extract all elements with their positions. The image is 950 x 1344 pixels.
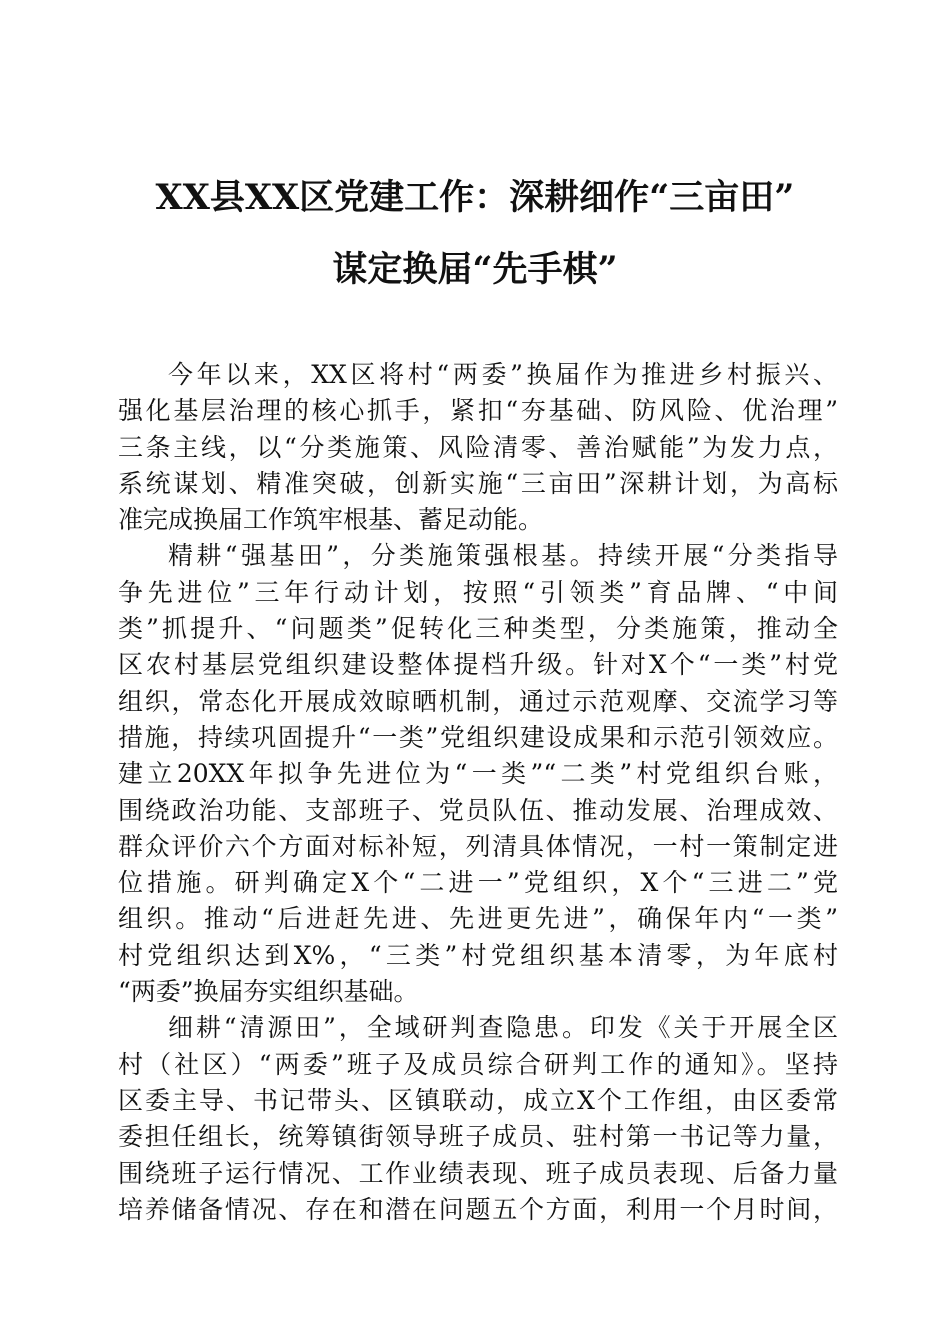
text-line: 群众评价六个方面对标补短，列清具体情况，一村一策制定进: [118, 831, 838, 861]
text-line: 强化基层治理的核心抓手，紧扣“夯基础、防风险、优治理”: [118, 396, 838, 426]
text-line: 委担任组长，统筹镇街领导班子成员、驻村第一书记等力量，: [118, 1122, 838, 1152]
text-line: 村（社区）“两委”班子及成员综合研判工作的通知》。坚持: [118, 1049, 838, 1079]
text-line: 建立20XX年拟争先进位为“一类”“二类”村党组织台账，: [118, 759, 838, 789]
text-line: 组织，常态化开展成效晾晒机制，通过示范观摩、交流学习等: [118, 686, 838, 716]
paragraph-3: [118, 1010, 838, 1228]
text-line: 区委主导、书记带头、区镇联动，成立X个工作组，由区委常: [118, 1085, 838, 1115]
text-line: 类”抓提升、“问题类”促转化三种类型，分类施策，推动全: [118, 614, 838, 644]
text-line: 培养储备情况、存在和潜在问题五个方面，利用一个月时间，: [118, 1194, 838, 1224]
text-line: 围绕班子运行情况、工作业绩表现、班子成员表现、后备力量: [118, 1158, 838, 1188]
text-line: 三条主线，以“分类施策、风险清零、善治赋能”为发力点，: [118, 432, 838, 462]
text-line: 位措施。研判确定X个“二进一”党组织，X个“三进二”党: [118, 868, 838, 898]
text-line: 村党组织达到X%，“三类”村党组织基本清零，为年底村: [118, 940, 838, 970]
paragraph-2: [118, 538, 838, 1010]
text-line: 准完成换届工作筑牢根基、蓄足动能。: [118, 505, 544, 535]
text-line: 区农村基层党组织建设整体提档升级。针对X个“一类”村党: [118, 650, 838, 680]
document-title-line-2: 谋定换届“先手棋”: [332, 249, 618, 290]
text-line: 围绕政治功能、支部班子、党员队伍、推动发展、治理成效、: [118, 795, 838, 825]
text-line: “两委”换届夯实组织基础。: [118, 977, 419, 1007]
text-line: 细耕“清源田”，全域研判查隐患。印发《关于开展全区: [168, 1013, 838, 1043]
text-line: 系统谋划、精准突破，创新实施“三亩田”深耕计划，为高标: [118, 468, 838, 498]
document-title-line-1: XX县XX区党建工作：深耕细作“三亩田”: [155, 177, 795, 218]
paragraph-1: [118, 357, 838, 538]
text-line: 今年以来，XX区将村“两委”换届作为推进乡村振兴、: [168, 360, 838, 389]
text-line: 精耕“强基田”，分类施策强根基。持续开展“分类指导: [168, 541, 838, 571]
text-line: 组织。推动“后进赶先进、先进更先进”，确保年内“一类”: [118, 904, 838, 934]
text-line: 措施，持续巩固提升“一类”党组织建设成果和示范引领效应。: [118, 722, 838, 752]
text-line: 争先进位”三年行动计划，按照“引领类”育品牌、“中间: [118, 577, 838, 607]
document-body: [118, 357, 838, 1228]
